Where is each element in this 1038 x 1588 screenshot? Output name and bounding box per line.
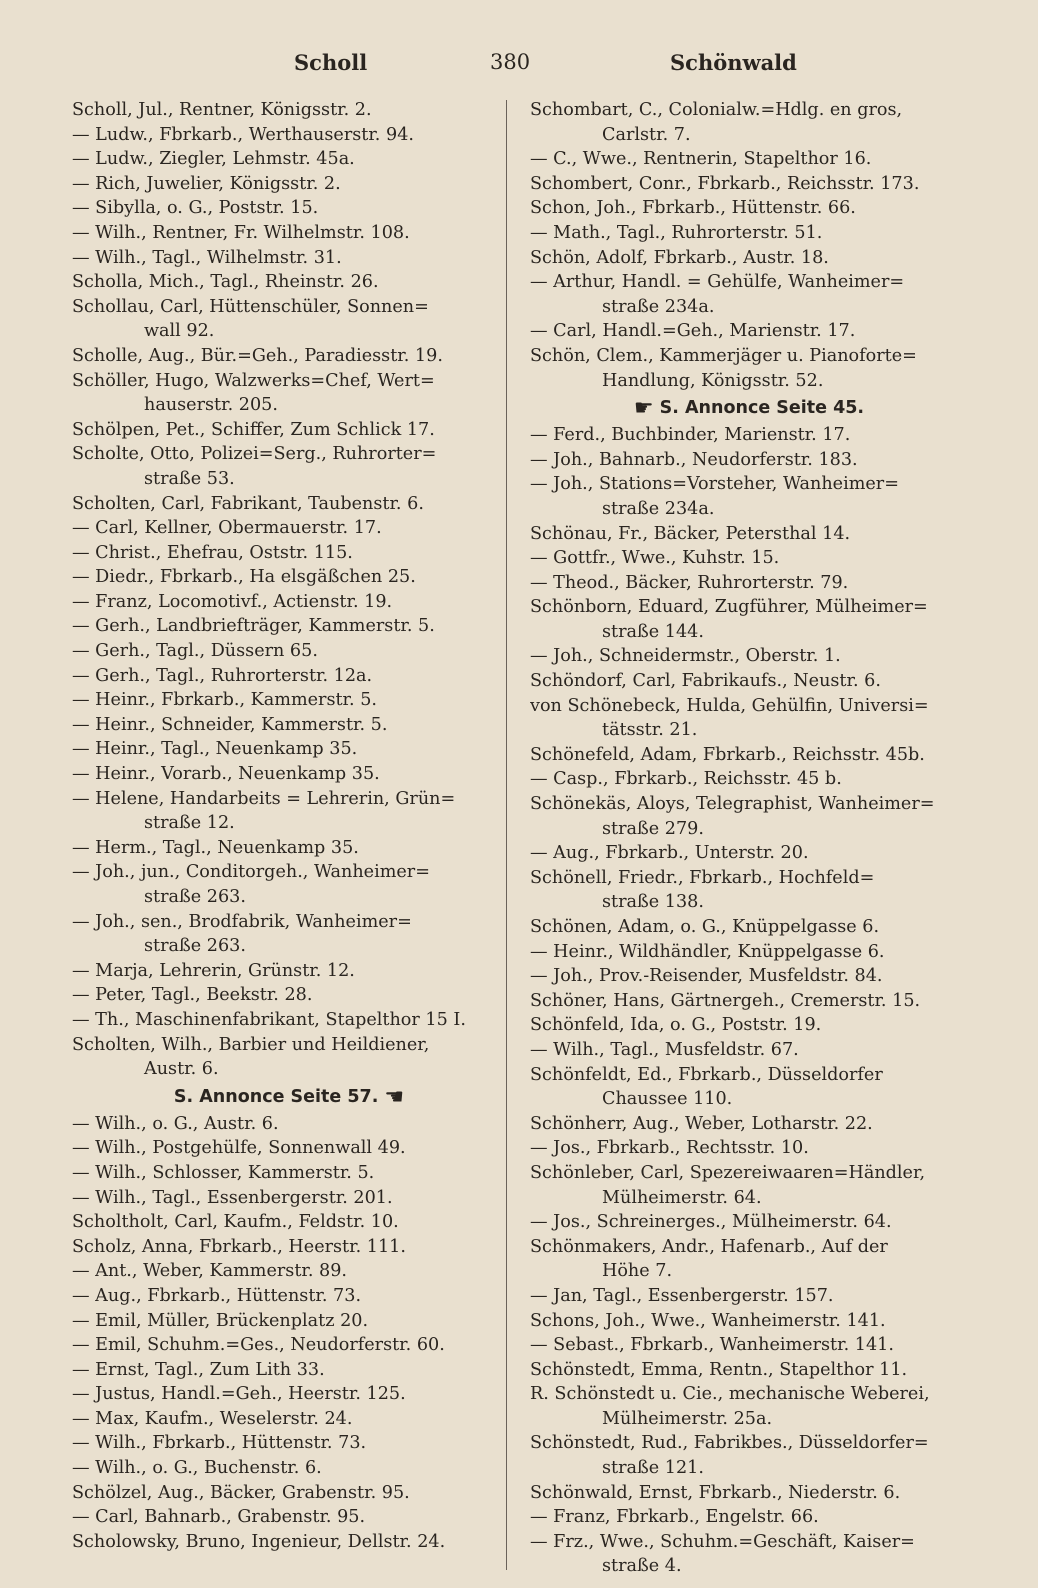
entry-line: — Wilh., Tagl., Essenbergerstr. 201.	[72, 1187, 393, 1208]
entry-continuation-line: Höhe 7.	[602, 1261, 673, 1282]
entry-continuation-line: straße 138.	[602, 892, 704, 913]
entry-line: Schönfeldt, Ed., Fbrkarb., Düsseldorfer	[530, 1064, 883, 1085]
entry-continuation-line: hauserstr. 205.	[144, 395, 278, 416]
entry-line: — Frz., Wwe., Schuhm.=Geschäft, Kaiser=	[530, 1531, 915, 1552]
entry-line: — C., Wwe., Rentnerin, Stapelthor 16.	[530, 149, 872, 170]
entry-line: Schönstedt, Emma, Rentn., Stapelthor 11.	[530, 1359, 908, 1380]
entry-line: Scholte, Otto, Polizei=Serg., Ruhrorter=	[72, 444, 437, 465]
right-column	[530, 98, 962, 1579]
entry-line: — Wilh., Fbrkarb., Hüttenstr. 73.	[72, 1433, 367, 1454]
entry-line: — Wilh., Tagl., Wilhelmstr. 31.	[72, 247, 342, 268]
entry-line: — Helene, Handarbeits = Lehrerin, Grün=	[72, 788, 456, 809]
entry-line: — Joh., Prov.-Reisender, Musfeldstr. 84.	[530, 966, 883, 987]
entry-line: Schönstedt, Rud., Fabrikbes., Düsseldorfer=	[530, 1433, 929, 1454]
entry-continuation-line: Mülheimerstr. 64.	[602, 1187, 762, 1208]
entry-line: — Joh., jun., Conditorgeh., Wanheimer=	[72, 862, 430, 883]
entry-line: — Heinr., Schneider, Kammerstr. 5.	[72, 714, 388, 735]
entry-line: Schönekäs, Aloys, Telegraphist, Wanheimer=	[530, 794, 935, 815]
entry-continuation-line: straße 263.	[144, 887, 246, 907]
entry-line: — Ludw., Fbrkarb., Werthauserstr. 94.	[72, 124, 414, 145]
entry-line: Schönwald, Ernst, Fbrkarb., Niederstr. 6.	[530, 1482, 901, 1503]
entry-line: — Justus, Handl.=Geh., Heerstr. 125.	[72, 1384, 406, 1405]
entry-line: — Wilh., Schlosser, Kammerstr. 5.	[72, 1162, 375, 1183]
entry-line: — Jan, Tagl., Essenbergerstr. 157.	[530, 1285, 834, 1306]
entry-line: Schönmakers, Andr., Hafenarb., Auf der	[530, 1236, 888, 1257]
entry-line: — Joh., Bahnarb., Neudorferstr. 183.	[530, 449, 858, 470]
annonce-text: S. Annonce Seite 57.	[173, 1086, 379, 1107]
entry-line: Scholla, Mich., Tagl., Rheinstr. 26.	[72, 272, 379, 293]
entry-line: R. Schönstedt u. Cie., mechanische Weberei,	[530, 1384, 930, 1405]
entry-line: — Jos., Fbrkarb., Rechtsstr. 10.	[530, 1138, 809, 1159]
entry-continuation-line: straße 234a.	[602, 296, 715, 317]
header-right-keyword: Schönwald	[670, 50, 797, 75]
entry-line: — Peter, Tagl., Beekstr. 28.	[72, 985, 313, 1006]
annonce-reference	[530, 393, 962, 423]
entry-line: Schombert, Conr., Fbrkarb., Reichsstr. 173.	[530, 173, 920, 194]
entry-line: — Rich, Juwelier, Königsstr. 2.	[72, 173, 341, 194]
entry-line: — Aug., Fbrkarb., Unterstr. 20.	[530, 843, 809, 864]
entry-line: — Th., Maschinenfabrikant, Stapelthor 15 I.	[72, 1009, 466, 1030]
entry-line: — Wilh., o. G., Buchenstr. 6.	[72, 1458, 322, 1479]
entry-continuation-line: straße 234a.	[602, 498, 715, 519]
entry-continuation-line: straße 4.	[602, 1556, 682, 1577]
entry-continuation-line: straße 279.	[602, 818, 704, 839]
annonce-reference	[72, 1082, 512, 1112]
pointing-hand-icon: ☛	[633, 396, 654, 422]
entry-line: — Gerh., Tagl., Ruhrorterstr. 12a.	[72, 665, 373, 686]
entry-line: — Franz, Locomotivf., Actienstr. 19.	[72, 591, 393, 612]
entry-continuation-line: Mülheimerstr. 25a.	[602, 1408, 773, 1429]
entry-line: — Christ., Ehefrau, Oststr. 115.	[72, 542, 353, 563]
entry-line: — Ferd., Buchbinder, Marienstr. 17.	[530, 425, 851, 446]
column-divider	[506, 100, 507, 1570]
entry-line: — Theod., Bäcker, Ruhrorterstr. 79.	[530, 572, 849, 593]
pointing-hand-icon: ☚	[384, 1084, 405, 1110]
entry-line: — Herm., Tagl., Neuenkamp 35.	[72, 837, 359, 858]
entry-line: — Ernst, Tagl., Zum Lith 33.	[72, 1359, 325, 1380]
entry-continuation-line: Handlung, Königsstr. 52.	[602, 370, 824, 391]
entry-line: Schölpen, Pet., Schiffer, Zum Schlick 17.	[72, 419, 435, 440]
entry-line: Schollau, Carl, Hüttenschüler, Sonnen=	[72, 296, 429, 317]
entry-line: — Joh., Stations=Vorsteher, Wanheimer=	[530, 474, 899, 495]
entry-line: — Heinr., Vorarb., Neuenkamp 35.	[72, 764, 380, 785]
entry-line: Scholle, Aug., Bür.=Geh., Paradiesstr. 19.	[72, 345, 443, 366]
entry-line: — Gerh., Landbriefträger, Kammerstr. 5.	[72, 616, 435, 637]
entry-line: Scholten, Carl, Fabrikant, Taubenstr. 6.	[72, 493, 424, 514]
page-number: 380	[490, 50, 531, 74]
entry-line: — Joh., sen., Brodfabrik, Wanheimer=	[72, 911, 412, 932]
entry-line: — Emil, Schuhm.=Ges., Neudorferstr. 60.	[72, 1335, 445, 1356]
entry-line: Scholz, Anna, Fbrkarb., Heerstr. 111.	[72, 1236, 406, 1257]
entry-line: — Wilh., Rentner, Fr. Wilhelmstr. 108.	[72, 222, 410, 243]
entry-line: — Aug., Fbrkarb., Hüttenstr. 73.	[72, 1285, 362, 1306]
entry-line: Schon, Joh., Fbrkarb., Hüttenstr. 66.	[530, 198, 856, 219]
entry-line: — Joh., Schneidermstr., Oberstr. 1.	[530, 646, 841, 667]
entry-line: — Carl, Kellner, Obermauerstr. 17.	[72, 518, 382, 539]
entry-line: — Diedr., Fbrkarb., Ha elsgäßchen 25.	[72, 567, 416, 588]
header-left-keyword: Scholl	[294, 50, 368, 75]
entry-line: — Casp., Fbrkarb., Reichsstr. 45 b.	[530, 769, 842, 790]
entry-line: Schönfeld, Ida, o. G., Poststr. 19.	[530, 1015, 822, 1036]
entry-continuation-line: straße 263.	[144, 936, 246, 957]
entry-line: — Max, Kaufm., Weselerstr. 24.	[72, 1408, 353, 1429]
entry-line: — Sebast., Fbrkarb., Wanheimerstr. 141.	[530, 1335, 894, 1356]
entry-line: — Sibylla, o. G., Poststr. 15.	[72, 198, 319, 219]
entry-line: Schönleber, Carl, Spezereiwaaren=Händler,	[530, 1162, 926, 1183]
entry-continuation-line: straße 121.	[602, 1458, 704, 1479]
entry-continuation-line: straße 144.	[602, 621, 704, 642]
entry-line: Schönen, Adam, o. G., Knüppelgasse 6.	[530, 917, 880, 937]
entry-line: — Carl, Bahnarb., Grabenstr. 95.	[72, 1507, 366, 1528]
entry-line: Scholten, Wilh., Barbier und Heildiener,	[72, 1034, 430, 1055]
entry-line: — Arthur, Handl. = Gehülfe, Wanheimer=	[530, 272, 905, 293]
entry-line: — Heinr., Wildhändler, Knüppelgasse 6.	[530, 941, 885, 962]
entry-continuation-line: Austr. 6.	[144, 1059, 219, 1080]
annonce-text: S. Annonce Seite 45.	[659, 398, 865, 419]
entry-line: — Heinr., Fbrkarb., Kammerstr. 5.	[72, 690, 378, 711]
entry-line: Schönborn, Eduard, Zugführer, Mülheimer=	[530, 597, 928, 618]
entry-line: — Marja, Lehrerin, Grünstr. 12.	[72, 960, 355, 981]
entry-line: Schöndorf, Carl, Fabrikaufs., Neustr. 6.	[530, 671, 881, 692]
entry-line: Schönherr, Aug., Weber, Lotharstr. 22.	[530, 1113, 873, 1134]
entry-line: Scholtholt, Carl, Kaufm., Feldstr. 10.	[72, 1212, 399, 1233]
entry-continuation-line: straße 12.	[144, 813, 235, 834]
entry-line: Schöner, Hans, Gärtnergeh., Cremerstr. 15.	[530, 990, 921, 1011]
entry-line: Schombart, C., Colonialw.=Hdlg. en gros,	[530, 100, 903, 120]
entry-line: Schons, Joh., Wwe., Wanheimerstr. 141.	[530, 1310, 886, 1331]
entry-line: Schön, Clem., Kammerjäger u. Pianoforte=	[530, 345, 917, 366]
entry-line: — Math., Tagl., Ruhrorterstr. 51.	[530, 222, 823, 243]
page-header	[0, 50, 1038, 84]
left-column	[72, 98, 512, 1554]
entry-line: — Ludw., Ziegler, Lehmstr. 45a.	[72, 149, 355, 170]
entry-line: — Gerh., Tagl., Düssern 65.	[72, 641, 318, 662]
entry-line: Schönell, Friedr., Fbrkarb., Hochfeld=	[530, 867, 875, 888]
entry-line: Schön, Adolf, Fbrkarb., Austr. 18.	[530, 247, 829, 268]
entry-line: — Wilh., Postgehülfe, Sonnenwall 49.	[72, 1138, 406, 1159]
entry-continuation-line: straße 53.	[144, 468, 235, 489]
entry-line: — Gottfr., Wwe., Kuhstr. 15.	[530, 548, 780, 569]
entry-line: — Ant., Weber, Kammerstr. 89.	[72, 1261, 348, 1282]
entry-line: — Carl, Handl.=Geh., Marienstr. 17.	[530, 321, 856, 342]
entry-line: — Emil, Müller, Brückenplatz 20.	[72, 1310, 369, 1331]
entry-continuation-line: tätsstr. 21.	[602, 720, 698, 741]
entry-line: — Wilh., Tagl., Musfeldstr. 67.	[530, 1039, 799, 1060]
entry-line: von Schönebeck, Hulda, Gehülfin, Universi=	[530, 695, 929, 716]
entry-continuation-line: Chaussee 110.	[602, 1089, 733, 1110]
entry-line: Schöller, Hugo, Walzwerks=Chef, Wert=	[72, 370, 435, 391]
entry-line: — Franz, Fbrkarb., Engelstr. 66.	[530, 1507, 819, 1528]
entry-line: Scholowsky, Bruno, Ingenieur, Dellstr. 24.	[72, 1531, 446, 1552]
entry-line: Schönefeld, Adam, Fbrkarb., Reichsstr. 45b.	[530, 744, 925, 765]
entry-line: — Wilh., o. G., Austr. 6.	[72, 1113, 279, 1134]
entry-line: Scholl, Jul., Rentner, Königsstr. 2.	[72, 100, 372, 120]
entry-line: Schölzel, Aug., Bäcker, Grabenstr. 95.	[72, 1482, 410, 1503]
entry-line: Schönau, Fr., Bäcker, Petersthal 14.	[530, 523, 851, 544]
entry-line: — Heinr., Tagl., Neuenkamp 35.	[72, 739, 358, 760]
entry-continuation-line: wall 92.	[144, 321, 215, 342]
entry-continuation-line: Carlstr. 7.	[602, 124, 691, 145]
entry-line: — Jos., Schreinerges., Mülheimerstr. 64.	[530, 1212, 892, 1233]
